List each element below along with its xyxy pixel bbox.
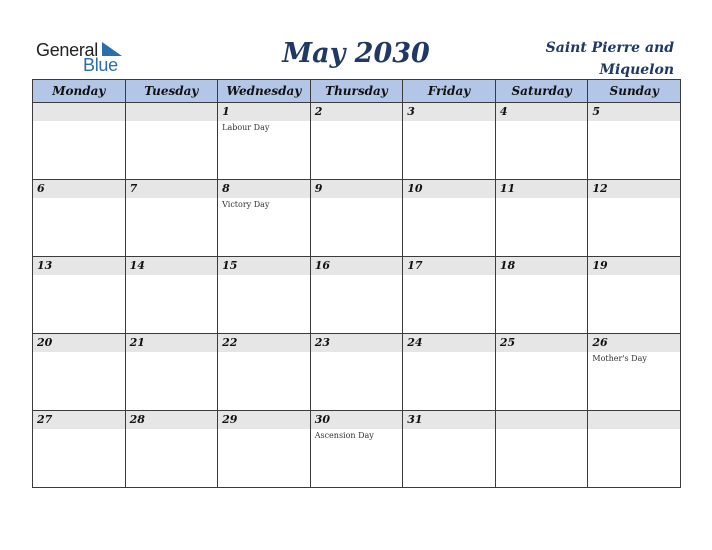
weekday-header: Monday [33, 80, 126, 103]
day-number-bar [496, 180, 588, 198]
day-cell [495, 257, 588, 334]
holiday-label [33, 275, 125, 277]
day-number: 17 [407, 259, 423, 272]
day-cell [310, 411, 403, 488]
day-number-bar [218, 411, 310, 429]
holiday-label [33, 352, 125, 354]
day-number-bar [403, 411, 495, 429]
day-number: 24 [407, 336, 423, 349]
day-number: 9 [314, 182, 323, 195]
day-cell [125, 334, 218, 411]
holiday-label: Mother's Day [592, 354, 647, 363]
day-number: 3 [407, 105, 415, 118]
day-number-bar [311, 411, 403, 429]
day-number: 23 [314, 336, 330, 349]
weekday-header: Tuesday [125, 80, 218, 103]
day-number: 5 [592, 105, 601, 118]
day-cell [403, 411, 496, 488]
day-number: 31 [407, 413, 423, 426]
holiday-label [403, 275, 495, 277]
day-cell [33, 411, 126, 488]
holiday-label [311, 121, 403, 123]
day-number: 14 [129, 259, 145, 272]
day-number-bar [588, 411, 680, 429]
day-cell [588, 257, 681, 334]
day-cell [588, 334, 681, 411]
day-number: 12 [592, 182, 608, 195]
day-cell [125, 411, 218, 488]
holiday-label [588, 429, 680, 431]
day-number-bar [33, 257, 125, 275]
day-number-bar [311, 103, 403, 121]
day-number-bar [403, 334, 495, 352]
holiday-label [496, 275, 588, 277]
holiday-label [311, 352, 403, 354]
day-number-bar [403, 257, 495, 275]
day-number: 18 [499, 259, 516, 272]
holiday-label [126, 198, 218, 200]
day-number: 13 [37, 259, 53, 272]
day-number-bar [588, 257, 680, 275]
day-number: 2 [314, 105, 323, 118]
day-number-bar [218, 257, 310, 275]
week-row [33, 103, 681, 180]
day-cell [33, 334, 126, 411]
day-number-bar [126, 180, 218, 198]
day-number: 6 [37, 182, 45, 195]
day-number: 30 [314, 413, 330, 426]
day-number-bar [496, 411, 588, 429]
day-number: 22 [222, 336, 238, 349]
holiday-label [126, 429, 218, 431]
holiday-label [403, 429, 495, 431]
day-number-bar [33, 411, 125, 429]
weekday-header-row [33, 80, 681, 103]
holiday-label [126, 352, 218, 354]
day-number-bar [588, 103, 680, 121]
day-number: 19 [592, 259, 608, 272]
day-number: 21 [129, 336, 145, 349]
day-cell [33, 103, 126, 180]
holiday-label [33, 429, 125, 431]
day-cell [588, 180, 681, 257]
holiday-label [496, 121, 588, 123]
logo-blue-text: Blue [83, 55, 118, 75]
day-number-bar [311, 257, 403, 275]
day-number-bar [218, 103, 310, 121]
logo-general-text: General [36, 40, 98, 60]
weekday-header: Wednesday [218, 80, 311, 103]
day-number-bar [126, 103, 218, 121]
day-number-bar [588, 334, 680, 352]
holiday-label [403, 352, 495, 354]
day-cell [588, 103, 681, 180]
holiday-label [588, 275, 680, 277]
day-number-bar [496, 257, 588, 275]
day-number: 7 [129, 182, 138, 195]
day-number: 16 [314, 259, 330, 272]
day-number-bar [33, 103, 125, 121]
week-row [33, 180, 681, 257]
day-number: 28 [129, 413, 145, 426]
weekday-header: Friday [403, 80, 496, 103]
day-cell [33, 180, 126, 257]
day-number-bar [403, 103, 495, 121]
holiday-label: Victory Day [222, 200, 270, 209]
day-cell [125, 257, 218, 334]
day-number: 29 [222, 413, 238, 426]
holiday-label: Labour Day [222, 123, 270, 132]
day-number: 27 [37, 413, 53, 426]
day-cell [218, 411, 311, 488]
weekday-header: Thursday [310, 80, 403, 103]
day-number-bar [496, 103, 588, 121]
day-cell [125, 180, 218, 257]
day-cell [403, 334, 496, 411]
day-cell [218, 103, 311, 180]
holiday-label [126, 275, 218, 277]
holiday-label [311, 275, 403, 277]
day-number: 26 [592, 336, 608, 349]
day-cell [403, 103, 496, 180]
day-number-bar [218, 334, 310, 352]
weekday-header: Saturday [495, 80, 588, 103]
day-number: 11 [499, 182, 516, 195]
weekday-header: Sunday [588, 80, 681, 103]
day-number: 25 [499, 336, 516, 349]
holiday-label [126, 121, 218, 123]
day-number: 4 [499, 105, 508, 118]
holiday-label [403, 121, 495, 123]
day-cell [495, 103, 588, 180]
day-number: 10 [407, 182, 423, 195]
holiday-label [311, 198, 403, 200]
day-cell [495, 411, 588, 488]
day-cell [403, 257, 496, 334]
holiday-label [403, 198, 495, 200]
holiday-label [496, 429, 588, 431]
day-number-bar [311, 180, 403, 198]
holiday-label [588, 121, 680, 123]
day-cell [403, 180, 496, 257]
day-cell [218, 334, 311, 411]
holiday-label [218, 352, 310, 354]
day-cell [588, 411, 681, 488]
day-cell [33, 257, 126, 334]
holiday-label [218, 275, 310, 277]
day-number-bar [403, 180, 495, 198]
calendar-grid [32, 79, 681, 488]
day-cell [495, 180, 588, 257]
day-number-bar [33, 334, 125, 352]
day-number-bar [496, 334, 588, 352]
page-title: May 2030 [282, 38, 430, 69]
day-cell [125, 103, 218, 180]
region-name: Saint Pierre and Miquelon [545, 40, 674, 78]
day-cell [310, 334, 403, 411]
day-cell [218, 180, 311, 257]
day-number-bar [311, 334, 403, 352]
holiday-label [33, 198, 125, 200]
day-number-bar [126, 411, 218, 429]
day-cell [310, 103, 403, 180]
holiday-label [218, 429, 310, 431]
day-number: 15 [222, 259, 238, 272]
day-number: 8 [222, 182, 230, 195]
holiday-label: Ascension Day [314, 431, 374, 440]
day-number-bar [126, 334, 218, 352]
day-cell [310, 180, 403, 257]
day-cell [218, 257, 311, 334]
day-cell [495, 334, 588, 411]
day-number-bar [588, 180, 680, 198]
day-number-bar [218, 180, 310, 198]
week-row [33, 334, 681, 411]
day-cell [310, 257, 403, 334]
holiday-label [496, 352, 588, 354]
day-number-bar [126, 257, 218, 275]
week-row [33, 411, 681, 488]
week-row [33, 257, 681, 334]
day-number-bar [33, 180, 125, 198]
day-number: 20 [37, 336, 53, 349]
day-number: 1 [222, 105, 230, 118]
holiday-label [33, 121, 125, 123]
holiday-label [496, 198, 588, 200]
holiday-label [588, 198, 680, 200]
